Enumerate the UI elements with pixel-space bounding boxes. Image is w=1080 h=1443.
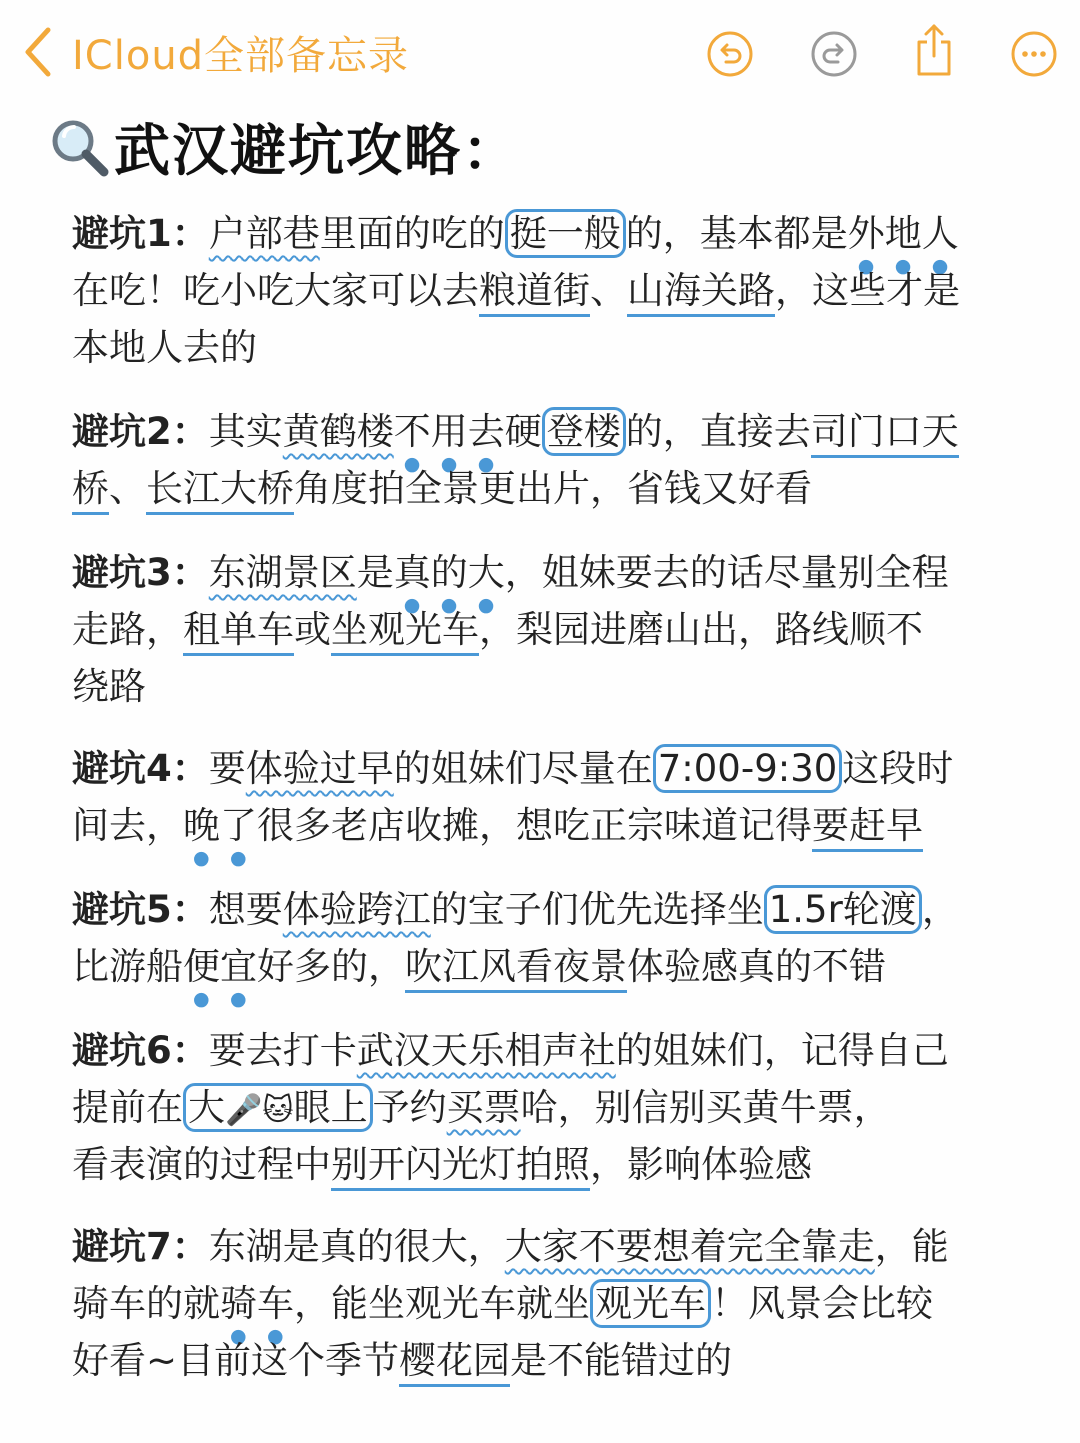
cat-icon: 🐱 bbox=[262, 1093, 294, 1128]
navigation-bar bbox=[0, 0, 1080, 110]
tip-7-line-1: 避坑7：东湖是真的很大，大家不要想着完全靠走，能 bbox=[72, 1225, 949, 1268]
tip-4 bbox=[72, 740, 1052, 854]
tip-4-line-2: 间去，晚了很多老店收摊，想吃正宗味道记得要赶早 bbox=[72, 797, 1052, 854]
note-title-row bbox=[48, 110, 520, 184]
microphone-icon: 🎤 bbox=[225, 1093, 263, 1128]
tip-3-line-3: 绕路 bbox=[72, 665, 146, 708]
undo-button[interactable] bbox=[706, 30, 754, 78]
tip-3-key: 避坑3： bbox=[72, 551, 209, 594]
tip-4-key: 避坑4： bbox=[72, 747, 209, 790]
note-title: 武汉避坑攻略： bbox=[114, 119, 520, 184]
tip-6-line-3: 看表演的过程中别开闪光灯拍照，影响体验感 bbox=[72, 1136, 1052, 1193]
tip-7-key: 避坑7： bbox=[72, 1225, 209, 1268]
tip-5-key: 避坑5： bbox=[72, 888, 209, 931]
magnifier-icon bbox=[48, 116, 110, 178]
back-button[interactable] bbox=[18, 22, 409, 82]
tip-7-line-2: 骑车的就骑车，能坐观光车就坐 观光车 ！风景会比较 bbox=[72, 1275, 1052, 1332]
tip-4-line-1: 避坑4：要体验过早的姐妹们尽量在 7:00-9:30 这段时 bbox=[72, 740, 1052, 797]
tip-6 bbox=[72, 1022, 1052, 1193]
tip-2-key: 避坑2： bbox=[72, 410, 209, 453]
more-icon bbox=[1010, 30, 1058, 78]
tip-2 bbox=[72, 403, 1052, 517]
tip-6-key: 避坑6： bbox=[72, 1029, 209, 1072]
tip-3-line-1: 避坑3：东湖景区是真的大，姐妹要去的话尽量别全程 bbox=[72, 551, 949, 594]
tip-6-line-1: 避坑6：要去打卡武汉天乐相声社的姐妹们，记得自己 bbox=[72, 1029, 949, 1072]
tip-1-key: 避坑1： bbox=[72, 212, 209, 255]
tip-6-line-2: 提前在 大🎤🐱眼上 予约买票哈，别信别买黄牛票， bbox=[72, 1079, 1052, 1136]
tip-2-line-1: 避坑2：其实黄鹤楼不用去硬 登楼 的，直接去司门口天 bbox=[72, 403, 1052, 460]
tip-7 bbox=[72, 1218, 1052, 1389]
tip-3 bbox=[72, 544, 1052, 715]
more-button[interactable] bbox=[1010, 30, 1058, 78]
tip-5 bbox=[72, 881, 1052, 995]
redo-icon bbox=[810, 30, 858, 78]
redo-button[interactable] bbox=[810, 30, 858, 78]
back-label: ICloud全部备忘录 bbox=[72, 32, 410, 79]
share-button[interactable] bbox=[910, 22, 958, 78]
tip-3-line-2: 走路，租单车或坐观光车，梨园进磨山出，路线顺不 bbox=[72, 601, 1052, 658]
undo-icon bbox=[706, 30, 754, 78]
tip-5-line-1: 避坑5：想要体验跨江的宝子们优先选择坐 1.5r轮渡 ， bbox=[72, 881, 1052, 938]
tip-2-line-2: 桥、长江大桥角度拍全景更出片，省钱又好看 bbox=[72, 460, 1052, 517]
tip-5-line-2: 比游船便宜好多的，吹江风看夜景体验感真的不错 bbox=[72, 938, 1052, 995]
tip-7-line-3: 好看~目前这个季节樱花园是不能错过的 bbox=[72, 1332, 1052, 1389]
tip-1 bbox=[72, 205, 1052, 376]
tip-1-line-3: 本地人去的 bbox=[72, 326, 257, 369]
chevron-left-icon bbox=[18, 24, 58, 80]
share-icon bbox=[910, 22, 958, 78]
tip-1-line-2: 在吃！吃小吃大家可以去粮道街、山海关路，这些才是 bbox=[72, 262, 1052, 319]
tip-1-line-1: 避坑1：户部巷里面的吃的 挺一般 的，基本都是外地人 bbox=[72, 205, 1052, 262]
